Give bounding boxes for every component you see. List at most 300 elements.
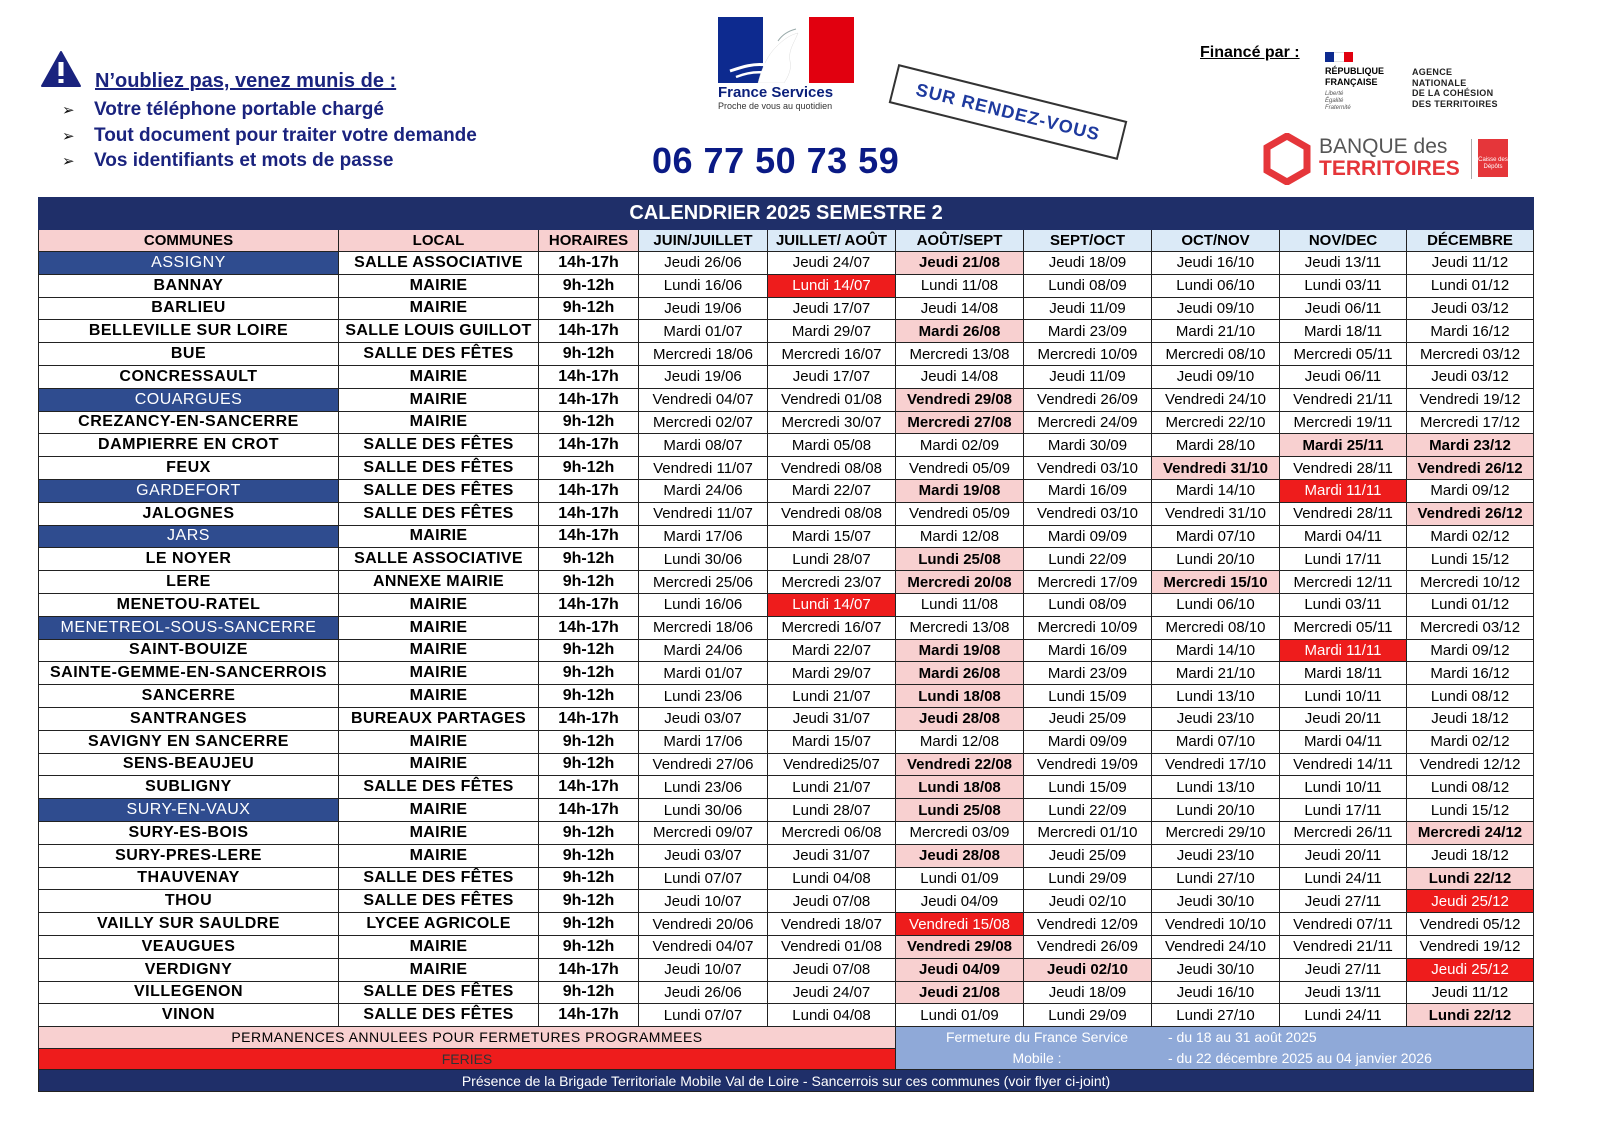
- date-cell: Mardi 22/07: [768, 479, 896, 502]
- date-cell: Lundi 15/12: [1407, 548, 1534, 571]
- date-cell: Vendredi 03/10: [1024, 502, 1152, 525]
- date-cell: Lundi 21/07: [768, 685, 896, 708]
- date-cell: Vendredi 11/07: [639, 457, 768, 480]
- date-cell: Lundi 21/07: [768, 776, 896, 799]
- date-cell: Vendredi 26/12: [1407, 502, 1534, 525]
- date-cell: Mardi 28/10: [1152, 434, 1280, 457]
- column-header: AOÛT/SEPT: [896, 230, 1024, 252]
- date-cell: Lundi 22/12: [1407, 867, 1534, 890]
- date-cell: Jeudi 02/10: [1024, 958, 1152, 981]
- date-cell: Lundi 24/11: [1280, 1004, 1407, 1027]
- hours-cell: 9h-12h: [539, 662, 639, 685]
- commune-cell: SAVIGNY EN SANCERRE: [39, 730, 339, 753]
- date-cell: Vendredi 05/09: [896, 502, 1024, 525]
- date-cell: Lundi 04/08: [768, 867, 896, 890]
- date-cell: Mardi 02/12: [1407, 525, 1534, 548]
- commune-cell: BARLIEU: [39, 297, 339, 320]
- date-cell: Vendredi 26/09: [1024, 388, 1152, 411]
- date-cell: Vendredi 12/12: [1407, 753, 1534, 776]
- local-cell: SALLE ASSOCIATIVE: [339, 252, 539, 275]
- table-row: [39, 616, 1534, 639]
- closure-notice: Fermeture du France Service - du 18 au 31 août 2025 Mobile : - du 22 décembre 2025 au 04 janvier 2026: [896, 1027, 1534, 1070]
- table-row: [39, 434, 1534, 457]
- legend-cancelled: PERMANENCES ANNULEES POUR FERMETURES PROGRAMMEES: [39, 1027, 896, 1049]
- date-cell: Lundi 23/06: [639, 776, 768, 799]
- date-cell: Jeudi 11/12: [1407, 252, 1534, 275]
- hours-cell: 9h-12h: [539, 821, 639, 844]
- date-cell: Lundi 28/07: [768, 799, 896, 822]
- date-cell: Lundi 22/09: [1024, 799, 1152, 822]
- date-cell: Lundi 13/10: [1152, 776, 1280, 799]
- table-row: [39, 411, 1534, 434]
- date-cell: Lundi 18/08: [896, 685, 1024, 708]
- local-cell: MAIRIE: [339, 616, 539, 639]
- date-cell: Lundi 17/11: [1280, 548, 1407, 571]
- date-cell: Vendredi 04/07: [639, 935, 768, 958]
- date-cell: Lundi 27/10: [1152, 1004, 1280, 1027]
- date-cell: Mardi 11/11: [1280, 639, 1407, 662]
- commune-cell: SAINT-BOUIZE: [39, 639, 339, 662]
- table-row: [39, 685, 1534, 708]
- commune-cell: SENS-BEAUJEU: [39, 753, 339, 776]
- commune-cell: VINON: [39, 1004, 339, 1027]
- table-row: [39, 252, 1534, 275]
- marianne-flag-icon: [718, 17, 854, 83]
- date-cell: Jeudi 28/08: [896, 844, 1024, 867]
- date-cell: Jeudi 25/09: [1024, 844, 1152, 867]
- date-cell: Vendredi 03/10: [1024, 457, 1152, 480]
- date-cell: Mardi 23/09: [1024, 662, 1152, 685]
- table-row: [39, 548, 1534, 571]
- date-cell: Vendredi 19/09: [1024, 753, 1152, 776]
- date-cell: Lundi 22/12: [1407, 1004, 1534, 1027]
- local-cell: SALLE ASSOCIATIVE: [339, 548, 539, 571]
- date-cell: Mardi 09/12: [1407, 639, 1534, 662]
- commune-cell: COUARGUES: [39, 388, 339, 411]
- logo-name: France Services: [718, 84, 834, 101]
- date-cell: Mardi 08/07: [639, 434, 768, 457]
- date-cell: Jeudi 27/11: [1280, 958, 1407, 981]
- date-cell: Vendredi 27/06: [639, 753, 768, 776]
- date-cell: Vendredi 18/07: [768, 913, 896, 936]
- arrow-icon: ➢: [62, 102, 75, 119]
- date-cell: Jeudi 24/07: [768, 981, 896, 1004]
- date-cell: Jeudi 25/09: [1024, 707, 1152, 730]
- date-cell: Vendredi 07/11: [1280, 913, 1407, 936]
- date-cell: Jeudi 30/10: [1152, 890, 1280, 913]
- date-cell: Vendredi 08/08: [768, 502, 896, 525]
- date-cell: Mercredi 24/12: [1407, 821, 1534, 844]
- date-cell: Mardi 19/08: [896, 639, 1024, 662]
- local-cell: SALLE DES FÊTES: [339, 981, 539, 1004]
- local-cell: MAIRIE: [339, 730, 539, 753]
- date-cell: Jeudi 03/07: [639, 844, 768, 867]
- hours-cell: 9h-12h: [539, 913, 639, 936]
- table-row: [39, 297, 1534, 320]
- hours-cell: 9h-12h: [539, 685, 639, 708]
- date-cell: Vendredi25/07: [768, 753, 896, 776]
- column-header: SEPT/OCT: [1024, 230, 1152, 252]
- date-cell: Jeudi 26/06: [639, 252, 768, 275]
- date-cell: Vendredi 21/11: [1280, 388, 1407, 411]
- date-cell: Lundi 08/12: [1407, 685, 1534, 708]
- date-cell: Mercredi 18/06: [639, 343, 768, 366]
- funded-by-label: Financé par :: [1200, 44, 1300, 61]
- date-cell: Jeudi 21/08: [896, 981, 1024, 1004]
- local-cell: SALLE DES FÊTES: [339, 1004, 539, 1027]
- date-cell: Vendredi 31/10: [1152, 457, 1280, 480]
- date-cell: Lundi 25/08: [896, 548, 1024, 571]
- hours-cell: 14h-17h: [539, 434, 639, 457]
- local-cell: SALLE DES FÊTES: [339, 867, 539, 890]
- date-cell: Vendredi 22/08: [896, 753, 1024, 776]
- date-cell: Jeudi 20/11: [1280, 707, 1407, 730]
- date-cell: Jeudi 24/07: [768, 252, 896, 275]
- date-cell: Lundi 01/12: [1407, 274, 1534, 297]
- banque-des-territoires-logo: BANQUE des TERRITOIRES Caisse des Dépôts: [1263, 133, 1508, 185]
- table-row: [39, 867, 1534, 890]
- date-cell: Lundi 03/11: [1280, 274, 1407, 297]
- hours-cell: 14h-17h: [539, 525, 639, 548]
- hours-cell: 14h-17h: [539, 799, 639, 822]
- date-cell: Jeudi 04/09: [896, 890, 1024, 913]
- date-cell: Mercredi 02/07: [639, 411, 768, 434]
- local-cell: SALLE DES FÊTES: [339, 457, 539, 480]
- date-cell: Jeudi 20/11: [1280, 844, 1407, 867]
- date-cell: Vendredi 29/08: [896, 935, 1024, 958]
- date-cell: Mercredi 10/09: [1024, 616, 1152, 639]
- date-cell: Lundi 16/06: [639, 274, 768, 297]
- local-cell: ANNEXE MAIRIE: [339, 571, 539, 594]
- date-cell: Vendredi 29/08: [896, 388, 1024, 411]
- hours-cell: 9h-12h: [539, 639, 639, 662]
- column-header: NOV/DEC: [1280, 230, 1407, 252]
- date-cell: Mercredi 20/08: [896, 571, 1024, 594]
- date-cell: Lundi 16/06: [639, 593, 768, 616]
- local-cell: SALLE LOUIS GUILLOT: [339, 320, 539, 343]
- date-cell: Lundi 22/09: [1024, 548, 1152, 571]
- date-cell: Jeudi 18/09: [1024, 252, 1152, 275]
- date-cell: Vendredi 04/07: [639, 388, 768, 411]
- date-cell: Lundi 18/08: [896, 776, 1024, 799]
- legend-holidays: FERIES: [39, 1048, 896, 1070]
- date-cell: Vendredi 28/11: [1280, 457, 1407, 480]
- date-cell: Jeudi 23/10: [1152, 844, 1280, 867]
- calendar-table: [38, 197, 1534, 1092]
- date-cell: Jeudi 03/12: [1407, 297, 1534, 320]
- local-cell: MAIRIE: [339, 639, 539, 662]
- date-cell: Lundi 30/06: [639, 799, 768, 822]
- table-row: [39, 320, 1534, 343]
- table-row: [39, 913, 1534, 936]
- hours-cell: 9h-12h: [539, 297, 639, 320]
- date-cell: Jeudi 25/12: [1407, 890, 1534, 913]
- local-cell: MAIRIE: [339, 753, 539, 776]
- arrow-icon: ➢: [62, 153, 75, 170]
- hours-cell: 14h-17h: [539, 320, 639, 343]
- date-cell: Mercredi 08/10: [1152, 343, 1280, 366]
- hours-cell: 14h-17h: [539, 479, 639, 502]
- date-cell: Vendredi 05/09: [896, 457, 1024, 480]
- date-cell: Vendredi 05/12: [1407, 913, 1534, 936]
- date-cell: Jeudi 23/10: [1152, 707, 1280, 730]
- column-header: JUILLET/ AOÛT: [768, 230, 896, 252]
- date-cell: Vendredi 10/10: [1152, 913, 1280, 936]
- table-row: [39, 639, 1534, 662]
- commune-cell: SURY-ES-BOIS: [39, 821, 339, 844]
- hours-cell: 14h-17h: [539, 365, 639, 388]
- date-cell: Jeudi 18/12: [1407, 844, 1534, 867]
- date-cell: Lundi 03/11: [1280, 593, 1407, 616]
- date-cell: Mercredi 30/07: [768, 411, 896, 434]
- date-cell: Mercredi 26/11: [1280, 821, 1407, 844]
- date-cell: Mercredi 08/10: [1152, 616, 1280, 639]
- date-cell: Mercredi 03/12: [1407, 616, 1534, 639]
- date-cell: Jeudi 16/10: [1152, 981, 1280, 1004]
- commune-cell: DAMPIERRE EN CROT: [39, 434, 339, 457]
- table-row: [39, 479, 1534, 502]
- table-row: [39, 981, 1534, 1004]
- date-cell: Mardi 21/10: [1152, 662, 1280, 685]
- date-cell: Mardi 01/07: [639, 320, 768, 343]
- commune-cell: SURY-PRES-LERE: [39, 844, 339, 867]
- hours-cell: 9h-12h: [539, 753, 639, 776]
- commune-cell: SURY-EN-VAUX: [39, 799, 339, 822]
- date-cell: Vendredi 12/09: [1024, 913, 1152, 936]
- date-cell: Vendredi 31/10: [1152, 502, 1280, 525]
- date-cell: Mardi 07/10: [1152, 730, 1280, 753]
- table-row: [39, 890, 1534, 913]
- date-cell: Mercredi 12/11: [1280, 571, 1407, 594]
- table-row: [39, 571, 1534, 594]
- commune-cell: ASSIGNY: [39, 252, 339, 275]
- brigade-notice: Présence de la Brigade Territoriale Mobile Val de Loire - Sancerrois sur ces communes (voir flyer ci-joint): [39, 1070, 1534, 1092]
- hexagon-icon: [1263, 133, 1311, 185]
- warning-icon: [40, 50, 82, 88]
- local-cell: MAIRIE: [339, 274, 539, 297]
- date-cell: Lundi 17/11: [1280, 799, 1407, 822]
- date-cell: Mercredi 10/09: [1024, 343, 1152, 366]
- date-cell: Mercredi 03/09: [896, 821, 1024, 844]
- date-cell: Lundi 15/09: [1024, 685, 1152, 708]
- commune-cell: SAINTE-GEMME-EN-SANCERROIS: [39, 662, 339, 685]
- hours-cell: 9h-12h: [539, 343, 639, 366]
- date-cell: Lundi 11/08: [896, 593, 1024, 616]
- date-cell: Lundi 11/08: [896, 274, 1024, 297]
- local-cell: SALLE DES FÊTES: [339, 343, 539, 366]
- hours-cell: 14h-17h: [539, 388, 639, 411]
- hours-cell: 14h-17h: [539, 776, 639, 799]
- commune-cell: BANNAY: [39, 274, 339, 297]
- hours-cell: 9h-12h: [539, 730, 639, 753]
- date-cell: Jeudi 11/09: [1024, 297, 1152, 320]
- commune-cell: MENETOU-RATEL: [39, 593, 339, 616]
- date-cell: Jeudi 14/08: [896, 365, 1024, 388]
- date-cell: Mardi 16/12: [1407, 662, 1534, 685]
- local-cell: MAIRIE: [339, 411, 539, 434]
- date-cell: Jeudi 17/07: [768, 297, 896, 320]
- table-row: [39, 662, 1534, 685]
- date-cell: Mardi 24/06: [639, 639, 768, 662]
- date-cell: Lundi 06/10: [1152, 593, 1280, 616]
- french-flag-icon: [1325, 52, 1353, 62]
- france-services-logo: [718, 17, 854, 111]
- local-cell: SALLE DES FÊTES: [339, 502, 539, 525]
- date-cell: Lundi 10/11: [1280, 776, 1407, 799]
- date-cell: Lundi 20/10: [1152, 799, 1280, 822]
- date-cell: Jeudi 19/06: [639, 365, 768, 388]
- date-cell: Jeudi 06/11: [1280, 297, 1407, 320]
- table-row: [39, 707, 1534, 730]
- date-cell: Mercredi 17/12: [1407, 411, 1534, 434]
- date-cell: Jeudi 30/10: [1152, 958, 1280, 981]
- calendar-title: CALENDRIER 2025 SEMESTRE 2: [39, 198, 1534, 230]
- date-cell: Mardi 21/10: [1152, 320, 1280, 343]
- date-cell: Mercredi 18/06: [639, 616, 768, 639]
- date-cell: Jeudi 07/08: [768, 958, 896, 981]
- hours-cell: 9h-12h: [539, 867, 639, 890]
- date-cell: Vendredi 15/08: [896, 913, 1024, 936]
- date-cell: Mercredi 10/12: [1407, 571, 1534, 594]
- date-cell: Mercredi 15/10: [1152, 571, 1280, 594]
- date-cell: Mardi 14/10: [1152, 479, 1280, 502]
- date-cell: Mardi 15/07: [768, 525, 896, 548]
- date-cell: Mardi 09/09: [1024, 730, 1152, 753]
- commune-cell: SANCERRE: [39, 685, 339, 708]
- commune-cell: SANTRANGES: [39, 707, 339, 730]
- date-cell: Jeudi 27/11: [1280, 890, 1407, 913]
- date-cell: Mercredi 22/10: [1152, 411, 1280, 434]
- date-cell: Mardi 29/07: [768, 320, 896, 343]
- date-cell: Mardi 11/11: [1280, 479, 1407, 502]
- date-cell: Jeudi 21/08: [896, 252, 1024, 275]
- date-cell: Jeudi 04/09: [896, 958, 1024, 981]
- date-cell: Mardi 12/08: [896, 730, 1024, 753]
- table-row: [39, 844, 1534, 867]
- table-row: [39, 365, 1534, 388]
- date-cell: Vendredi 01/08: [768, 388, 896, 411]
- arrow-icon: ➢: [62, 127, 75, 145]
- date-cell: Jeudi 11/12: [1407, 981, 1534, 1004]
- local-cell: MAIRIE: [339, 297, 539, 320]
- table-row: [39, 776, 1534, 799]
- date-cell: Vendredi 24/10: [1152, 388, 1280, 411]
- local-cell: MAIRIE: [339, 662, 539, 685]
- date-cell: Vendredi 19/12: [1407, 935, 1534, 958]
- date-cell: Lundi 20/10: [1152, 548, 1280, 571]
- table-row: [39, 958, 1534, 981]
- date-cell: Lundi 01/09: [896, 1004, 1024, 1027]
- date-cell: Lundi 23/06: [639, 685, 768, 708]
- column-header: DÉCEMBRE: [1407, 230, 1534, 252]
- date-cell: Mercredi 16/07: [768, 616, 896, 639]
- hours-cell: 9h-12h: [539, 935, 639, 958]
- date-cell: Mardi 16/12: [1407, 320, 1534, 343]
- commune-cell: VAILLY SUR SAULDRE: [39, 913, 339, 936]
- date-cell: Mardi 25/11: [1280, 434, 1407, 457]
- local-cell: BUREAUX PARTAGES: [339, 707, 539, 730]
- date-cell: Mardi 14/10: [1152, 639, 1280, 662]
- commune-cell: MENETREOL-SOUS-SANCERRE: [39, 616, 339, 639]
- date-cell: Lundi 29/09: [1024, 1004, 1152, 1027]
- column-header: OCT/NOV: [1152, 230, 1280, 252]
- date-cell: Lundi 28/07: [768, 548, 896, 571]
- date-cell: Vendredi 17/10: [1152, 753, 1280, 776]
- logo-tagline: Proche de vous au quotidien: [718, 101, 833, 111]
- date-cell: Jeudi 09/10: [1152, 365, 1280, 388]
- date-cell: Mardi 15/07: [768, 730, 896, 753]
- local-cell: MAIRIE: [339, 365, 539, 388]
- table-row: [39, 935, 1534, 958]
- table-row: [39, 457, 1534, 480]
- date-cell: Mercredi 13/08: [896, 343, 1024, 366]
- table-row: [39, 502, 1534, 525]
- date-cell: Mercredi 27/08: [896, 411, 1024, 434]
- date-cell: Mardi 22/07: [768, 639, 896, 662]
- date-cell: Jeudi 16/10: [1152, 252, 1280, 275]
- date-cell: Mardi 09/09: [1024, 525, 1152, 548]
- commune-cell: BELLEVILLE SUR LOIRE: [39, 320, 339, 343]
- commune-cell: CONCRESSAULT: [39, 365, 339, 388]
- commune-cell: BUE: [39, 343, 339, 366]
- date-cell: Mercredi 17/09: [1024, 571, 1152, 594]
- date-cell: Mardi 24/06: [639, 479, 768, 502]
- date-cell: Jeudi 26/06: [639, 981, 768, 1004]
- date-cell: Lundi 01/09: [896, 867, 1024, 890]
- reminder-item: ➢ Vos identifiants et mots de passe: [62, 148, 477, 174]
- hours-cell: 14h-17h: [539, 593, 639, 616]
- date-cell: Vendredi 14/11: [1280, 753, 1407, 776]
- table-row: [39, 343, 1534, 366]
- commune-cell: GARDEFORT: [39, 479, 339, 502]
- date-cell: Mardi 19/08: [896, 479, 1024, 502]
- date-cell: Mardi 30/09: [1024, 434, 1152, 457]
- date-cell: Mercredi 29/10: [1152, 821, 1280, 844]
- date-cell: Lundi 07/07: [639, 867, 768, 890]
- date-cell: Mercredi 01/10: [1024, 821, 1152, 844]
- table-row: [39, 593, 1534, 616]
- date-cell: Vendredi 26/12: [1407, 457, 1534, 480]
- date-cell: Jeudi 03/12: [1407, 365, 1534, 388]
- date-cell: Jeudi 18/12: [1407, 707, 1534, 730]
- commune-cell: VILLEGENON: [39, 981, 339, 1004]
- date-cell: Mercredi 03/12: [1407, 343, 1534, 366]
- date-cell: Mardi 16/09: [1024, 639, 1152, 662]
- date-cell: Lundi 01/12: [1407, 593, 1534, 616]
- reminder-item: ➢ Votre téléphone portable chargé: [62, 97, 477, 123]
- column-header: LOCAL: [339, 230, 539, 252]
- date-cell: Vendredi 21/11: [1280, 935, 1407, 958]
- hours-cell: 9h-12h: [539, 981, 639, 1004]
- date-cell: Mercredi 09/07: [639, 821, 768, 844]
- date-cell: Mardi 12/08: [896, 525, 1024, 548]
- date-cell: Jeudi 31/07: [768, 844, 896, 867]
- date-cell: Mardi 09/12: [1407, 479, 1534, 502]
- date-cell: Mardi 29/07: [768, 662, 896, 685]
- date-cell: Mardi 26/08: [896, 662, 1024, 685]
- date-cell: Lundi 13/10: [1152, 685, 1280, 708]
- date-cell: Jeudi 14/08: [896, 297, 1024, 320]
- hours-cell: 9h-12h: [539, 844, 639, 867]
- date-cell: Lundi 08/09: [1024, 593, 1152, 616]
- commune-cell: JALOGNES: [39, 502, 339, 525]
- date-cell: Jeudi 02/10: [1024, 890, 1152, 913]
- date-cell: Vendredi 11/07: [639, 502, 768, 525]
- hours-cell: 9h-12h: [539, 571, 639, 594]
- commune-cell: THOU: [39, 890, 339, 913]
- local-cell: MAIRIE: [339, 525, 539, 548]
- date-cell: Jeudi 10/07: [639, 958, 768, 981]
